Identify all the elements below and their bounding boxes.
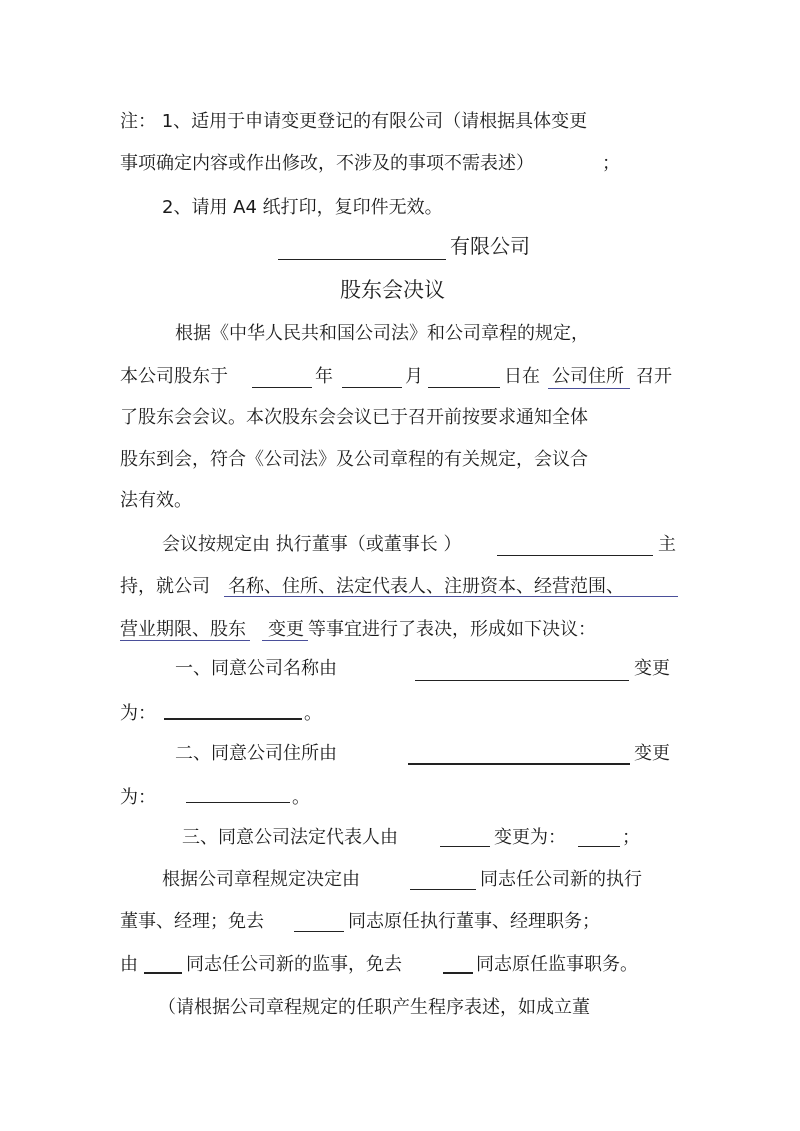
p2-line-1-lead: 会议按规定由 执行董事（或董事长 ）: [162, 534, 462, 555]
old-address-blank: [408, 763, 630, 765]
p2-line-3-end: 等事宜进行了表决，形成如下决议：: [308, 619, 596, 640]
new-director-blank: [410, 889, 476, 890]
resolution-3-line-3-end: 同志原任执行董事、经理职务；: [348, 911, 600, 932]
old-name-blank: [415, 680, 629, 681]
note-line-2-end: ；: [602, 153, 620, 174]
month-label: 月: [405, 366, 423, 387]
p1-line-2-end: 召开: [636, 366, 672, 387]
resolution-2-lead: 二、同意公司住所由: [175, 743, 337, 764]
new-supervisor-blank: [144, 972, 182, 974]
document-title: 股东会决议: [340, 278, 445, 302]
year-label: 年: [315, 366, 333, 387]
new-address-blank: [186, 802, 290, 803]
resolution-3-mid: 变更为：: [494, 827, 566, 848]
company-name-blank: [278, 259, 446, 260]
day-blank: [428, 387, 500, 388]
p2-line-2-lead: 持，就公司: [120, 576, 210, 597]
resolution-3-line-4-lead: 由: [120, 954, 138, 975]
resolution-3-line-2-end: 同志任公司新的执行: [480, 869, 642, 890]
old-supervisor-blank: [443, 972, 473, 974]
meeting-place-underline: [548, 388, 630, 389]
meeting-place: 公司住所: [552, 366, 624, 387]
resolution-2-end: 变更: [634, 743, 670, 764]
resolution-1-lead: 一、同意公司名称由: [175, 658, 337, 679]
change-items-underline-1: [224, 596, 678, 597]
change-items-line-2: 营业期限、股东: [120, 619, 246, 640]
p1-line-3: 了股东会会议。本次股东会会议已于召开前按要求通知全体: [120, 407, 588, 428]
resolution-1-line-2: 为：: [120, 703, 156, 724]
company-suffix: 有限公司: [450, 234, 530, 258]
p1-line-4: 股东到会，符合《公司法》及公司章程的有关规定，会议合: [120, 449, 588, 470]
note-line-1: 注： 1、适用于申请变更登记的有限公司（请根据具体变更: [120, 111, 588, 132]
change-word: 变更: [268, 619, 304, 640]
note-line-3: 2、请用 A4 纸打印，复印件无效。: [162, 197, 443, 218]
p1-line-2-lead: 本公司股东于: [120, 366, 228, 387]
new-name-blank: [164, 718, 302, 720]
change-items-line-1: 名称、住所、法定代表人、注册资本、经营范围、: [228, 576, 624, 597]
resolution-3-line-5: （请根据公司章程规定的任职产生程序表述，如成立董: [158, 997, 590, 1018]
resolution-2-line-2-end: 。: [292, 787, 310, 808]
resolution-3-line-3-lead: 董事、经理；免去: [120, 911, 264, 932]
p2-line-1-end: 主: [658, 534, 676, 555]
resolution-1-line-2-end: 。: [304, 703, 322, 724]
day-label: 日在: [504, 366, 540, 387]
resolution-3-line-4-mid: 同志任公司新的监事，免去: [186, 954, 402, 975]
resolution-3-end: ；: [622, 827, 640, 848]
new-representative-blank: [578, 846, 620, 847]
old-director-blank: [294, 931, 344, 932]
resolution-3-line-2-lead: 根据公司章程规定决定由: [162, 869, 360, 890]
year-blank: [252, 387, 312, 388]
resolution-2-line-2: 为：: [120, 787, 156, 808]
resolution-1-end: 变更: [634, 658, 670, 679]
note-line-2: 事项确定内容或作出修改，不涉及的事项不需表述）: [120, 153, 534, 174]
p1-line-5: 法有效。: [120, 490, 192, 511]
change-items-underline-2: [120, 640, 250, 641]
old-representative-blank: [440, 846, 490, 847]
resolution-3-line-4-end: 同志原任监事职务。: [476, 954, 638, 975]
resolution-3-lead: 三、同意公司法定代表人由: [182, 827, 398, 848]
p1-line-1: 根据《中华人民共和国公司法》和公司章程的规定，: [175, 323, 589, 344]
change-word-underline: [262, 640, 308, 641]
chair-blank: [497, 555, 653, 556]
month-blank: [342, 387, 402, 388]
